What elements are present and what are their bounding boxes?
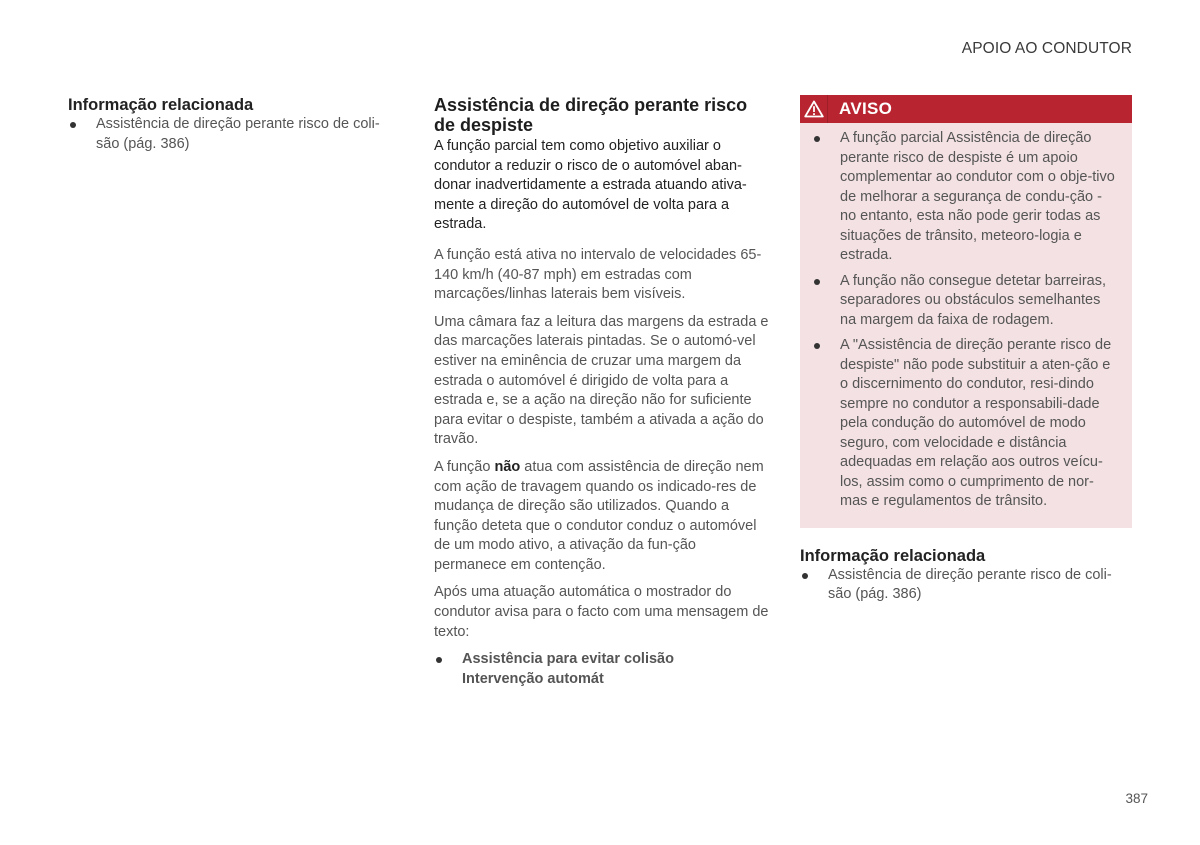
related-info-list [800, 566, 1132, 605]
related-info-list [68, 115, 398, 154]
bullet-icon [436, 657, 442, 663]
warning-body [800, 123, 1132, 512]
warning-box [800, 95, 1132, 528]
page-number: 387 [1125, 791, 1148, 806]
emphasis-nao: não [494, 458, 521, 475]
warning-item [812, 129, 1118, 266]
bullet-icon [814, 279, 820, 285]
related-info-link[interactable]: Assistência de direção perante risco de coli-são (pág. 386) [828, 566, 1112, 602]
message-line-2: Intervenção automát [462, 670, 604, 687]
related-info-title: Informação relacionada [68, 96, 254, 114]
left-column [68, 95, 398, 154]
warning-item-text: A "Assistência de direção perante risco de despiste" não pode substituir a aten-ção e o discernimento do condutor, resi-dindo sempre no condutor a responsabili-dade pela condução do automóvel de modo seguro, com velocidade e distância adequadas em relação aos outros veícu-los, assim como o cumprimento de nor-mas e regulamentos de trânsito. [840, 337, 1112, 509]
right-column [800, 95, 1132, 605]
text-before-bold: A função [434, 458, 495, 475]
warning-header [800, 95, 1132, 123]
warning-item [812, 336, 1118, 512]
display-message-paragraph: Após uma atuação automática o mostrador do condutor avisa para o facto com uma mensagem de texto: [434, 584, 769, 640]
bullet-icon [802, 573, 808, 579]
running-header: APOIO AO CONDUTOR [961, 40, 1132, 57]
warning-triangle-icon [800, 95, 828, 123]
warning-item [812, 272, 1118, 331]
warning-item-text: A função parcial Assistência de direção perante risco de despiste é um apoio complementar ao condutor com o obje-tivo de melhorar a segurança de condu-ção - no entanto, esta não pode gerir todas as situações de trânsito, meteoro-logia e estrada. [840, 130, 1115, 263]
warning-list [812, 129, 1118, 512]
related-info-title: Informação relacionada [800, 546, 986, 565]
bullet-icon [814, 136, 820, 142]
related-info-item [68, 115, 398, 154]
middle-column [434, 95, 769, 689]
camera-paragraph: Uma câmara faz a leitura das margens da estrada e das marcações laterais pintadas. Se o automó-vel estiver na eminência de cruzar uma margem da estrada o automóvel é dirigido de volta para a estrada e, se a ação na direção não for suficiente para evitar o despiste, também a ativada a ação do travão. [434, 313, 769, 448]
message-line-1: Assistência para evitar colisão [462, 651, 674, 668]
related-info-link[interactable]: Assistência de direção perante risco de coli-são (pág. 386) [96, 116, 380, 152]
section-title: Assistência de direção perante risco de despiste [434, 95, 748, 135]
lead-paragraph: A função parcial tem como objetivo auxiliar o condutor a reduzir o risco de o automóvel aban-donar inadvertidamente a estrada atuando ativa-mente a direção do automóvel de volta para a estrada. [434, 138, 747, 233]
speed-range-paragraph: A função está ativa no intervalo de velocidades 65-140 km/h (40-87 mph) em estradas com marcações/linhas laterais bem visíveis. [434, 246, 762, 303]
text-after-bold: atua com assistência de direção nem com ação de travagem quando os indicado-res de mudança de direção são utilizados. Quando a função deteta que o condutor conduz o automóvel de um modo ativo, a ativação da fun-ção permanece em contenção. [434, 458, 764, 573]
related-info-item [800, 566, 1132, 605]
bullet-icon [814, 343, 820, 349]
display-message-item [434, 650, 769, 689]
inactive-conditions-paragraph [434, 458, 769, 576]
bullet-icon [70, 122, 76, 128]
related-info-section [800, 546, 1132, 605]
warning-title: AVISO [839, 99, 893, 118]
display-message-list [434, 650, 769, 689]
warning-item-text: A função não consegue detetar barreiras, separadores ou obstáculos semelhantes na margem da faixa de rodagem. [840, 272, 1107, 328]
